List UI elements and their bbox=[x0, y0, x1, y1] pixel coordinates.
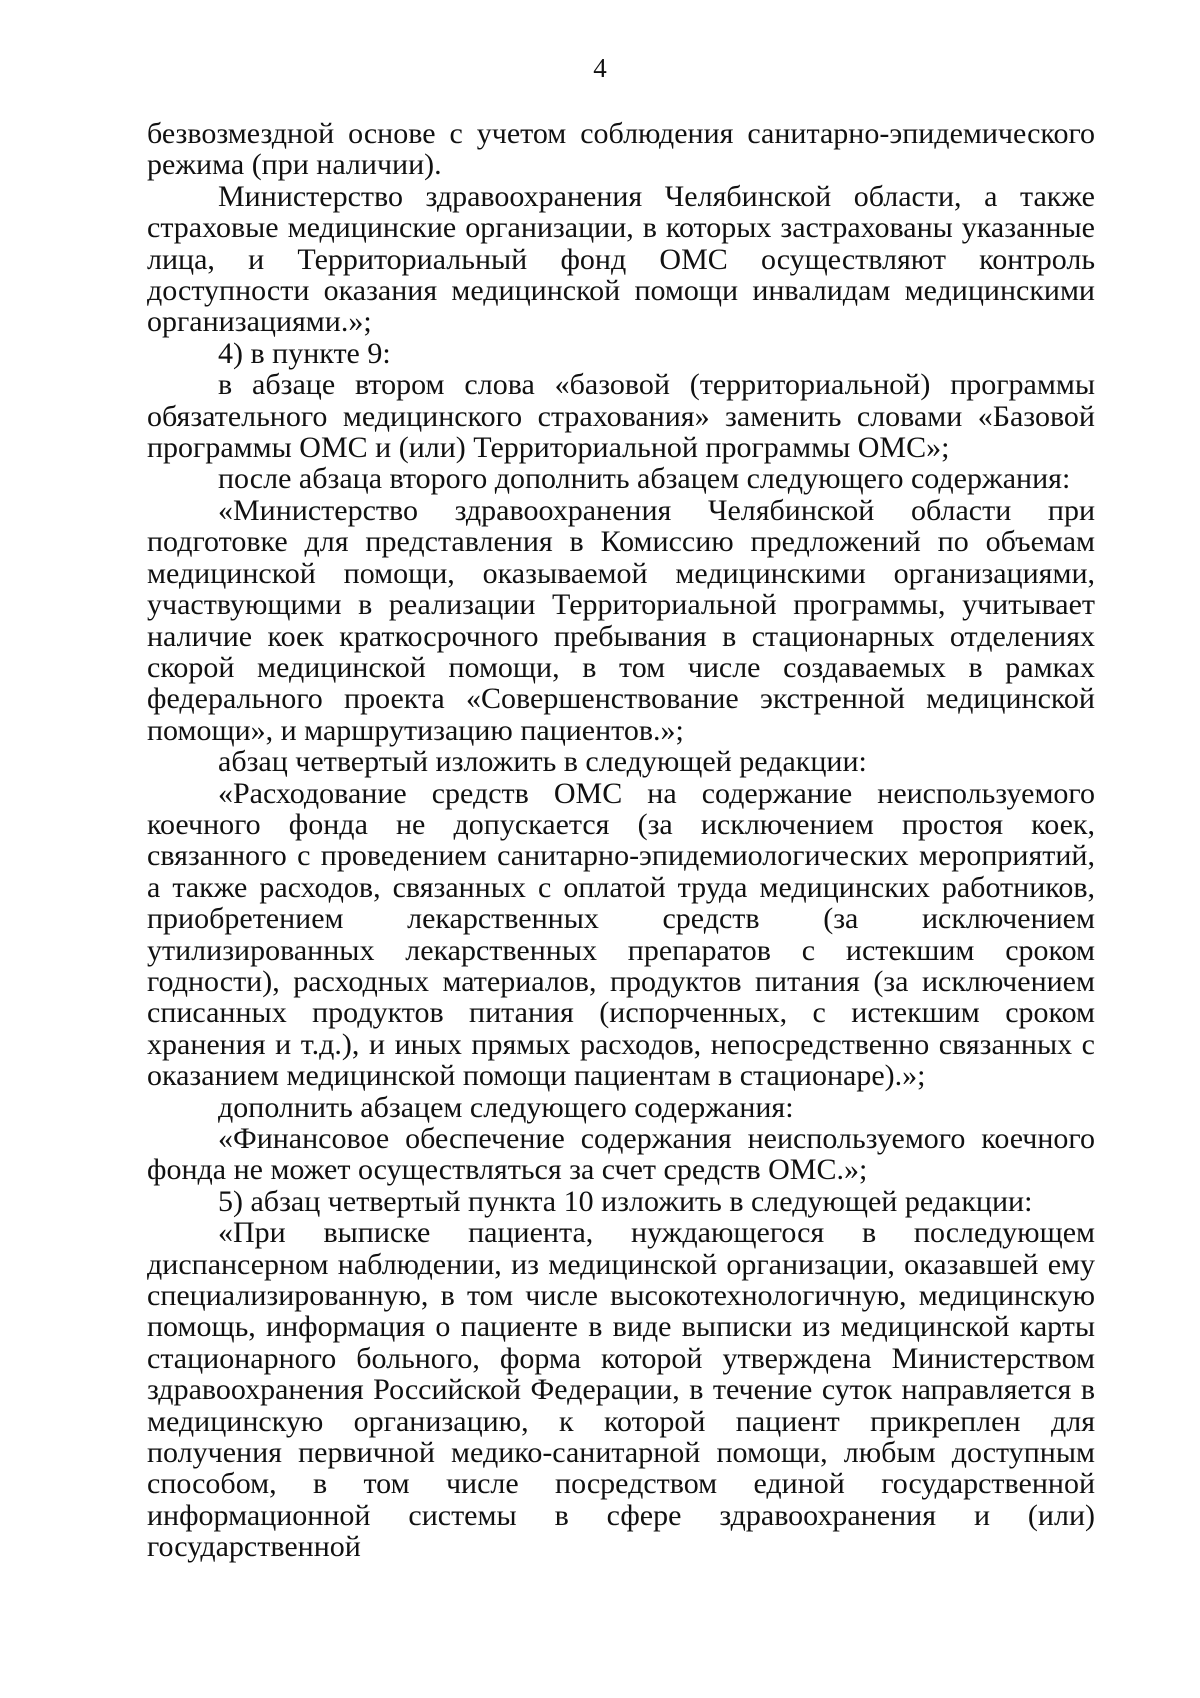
paragraph-second-abzac-replacement: в абзаце втором слова «базовой (территориальной) программы обязательного медицинского страхования» заменить словами «Базовой программы ОМС и (или) Территориальной программы ОМС»; bbox=[147, 368, 1095, 465]
paragraph-discharge-information: «При выписке пациента, нуждающегося в последующем диспансерном наблюдении, из медицинской организации, оказавшей ему специализированную, в том числе высокотехнологичную, медицинскую помощь, информация о пациенте в виде выписки из медицинской карты стационарного больного, форма которой утверждена Министерством здравоохранения Российской Федерации, в течение суток направляется в медицинскую организацию, к которой пациент прикреплен для получения первичной медико-санитарной помощи, любым доступным способом, в том числе посредством единой государственной информационной системы в сфере здравоохранения и (или) государственной bbox=[147, 1216, 1095, 1564]
paragraph-fourth-abzac-instruction: абзац четвертый изложить в следующей редакции: bbox=[218, 745, 867, 779]
paragraph-continuation: безвозмездной основе с учетом соблюдения санитарно-эпидемического режима (при наличии). bbox=[147, 117, 1095, 182]
paragraph-ministry-control: Министерство здравоохранения Челябинской области, а также страховые медицинские организации, в которых застрахованы указанные лица, и Территориальный фонд ОМС осуществляют контроль доступности оказания медицинской помощи инвалидам медицинскими организациями.»; bbox=[147, 179, 1095, 339]
paragraph-item-5-heading: 5) абзац четвертый пункта 10 изложить в следующей редакции: bbox=[218, 1184, 1033, 1218]
paragraph-supplement-instruction: дополнить абзацем следующего содержания: bbox=[218, 1090, 794, 1124]
document-body bbox=[147, 118, 1095, 1563]
paragraph-item-4-heading: 4) в пункте 9: bbox=[218, 336, 391, 370]
paragraph-bed-fund-expenses: «Расходование средств ОМС на содержание неиспользуемого коечного фонда не допускается (за исключением простоя коек, связанного с проведением санитарно-эпидемиологических мероприятий, а также расходов, связанных с оплатой труда медицинских работников, приобретением лекарственных средств (за исключением утилизированных лекарственных препаратов с истекшим сроком годности), расходных материалов, продуктов питания (за исключением списанных продуктов питания (испорченных, с истекшим сроком хранения и т.д.), и иных прямых расходов, непосредственно связанных с оказанием медицинской помощи пациентам в стационаре).»; bbox=[147, 776, 1095, 1093]
page-number: 4 bbox=[593, 53, 607, 83]
paragraph-short-stay-beds: «Министерство здравоохранения Челябинской области при подготовке для представления в Комиссию предложений по объемам медицинской помощи, оказываемой медицинскими организациями, участвующими в реализации Территориальной программы, учитывает наличие коек краткосрочного пребывания в стационарных отделениях скорой медицинской помощи, в том числе создаваемых в рамках федерального проекта «Совершенствование экстренной медицинской помощи», и маршрутизацию пациентов.»; bbox=[147, 493, 1095, 747]
paragraph-financial-support: «Финансовое обеспечение содержания неиспользуемого коечного фонда не может осуществляться за счет средств ОМС.»; bbox=[147, 1122, 1095, 1187]
paragraph-add-abzac-instruction: после абзаца второго дополнить абзацем следующего содержания: bbox=[218, 462, 1071, 496]
